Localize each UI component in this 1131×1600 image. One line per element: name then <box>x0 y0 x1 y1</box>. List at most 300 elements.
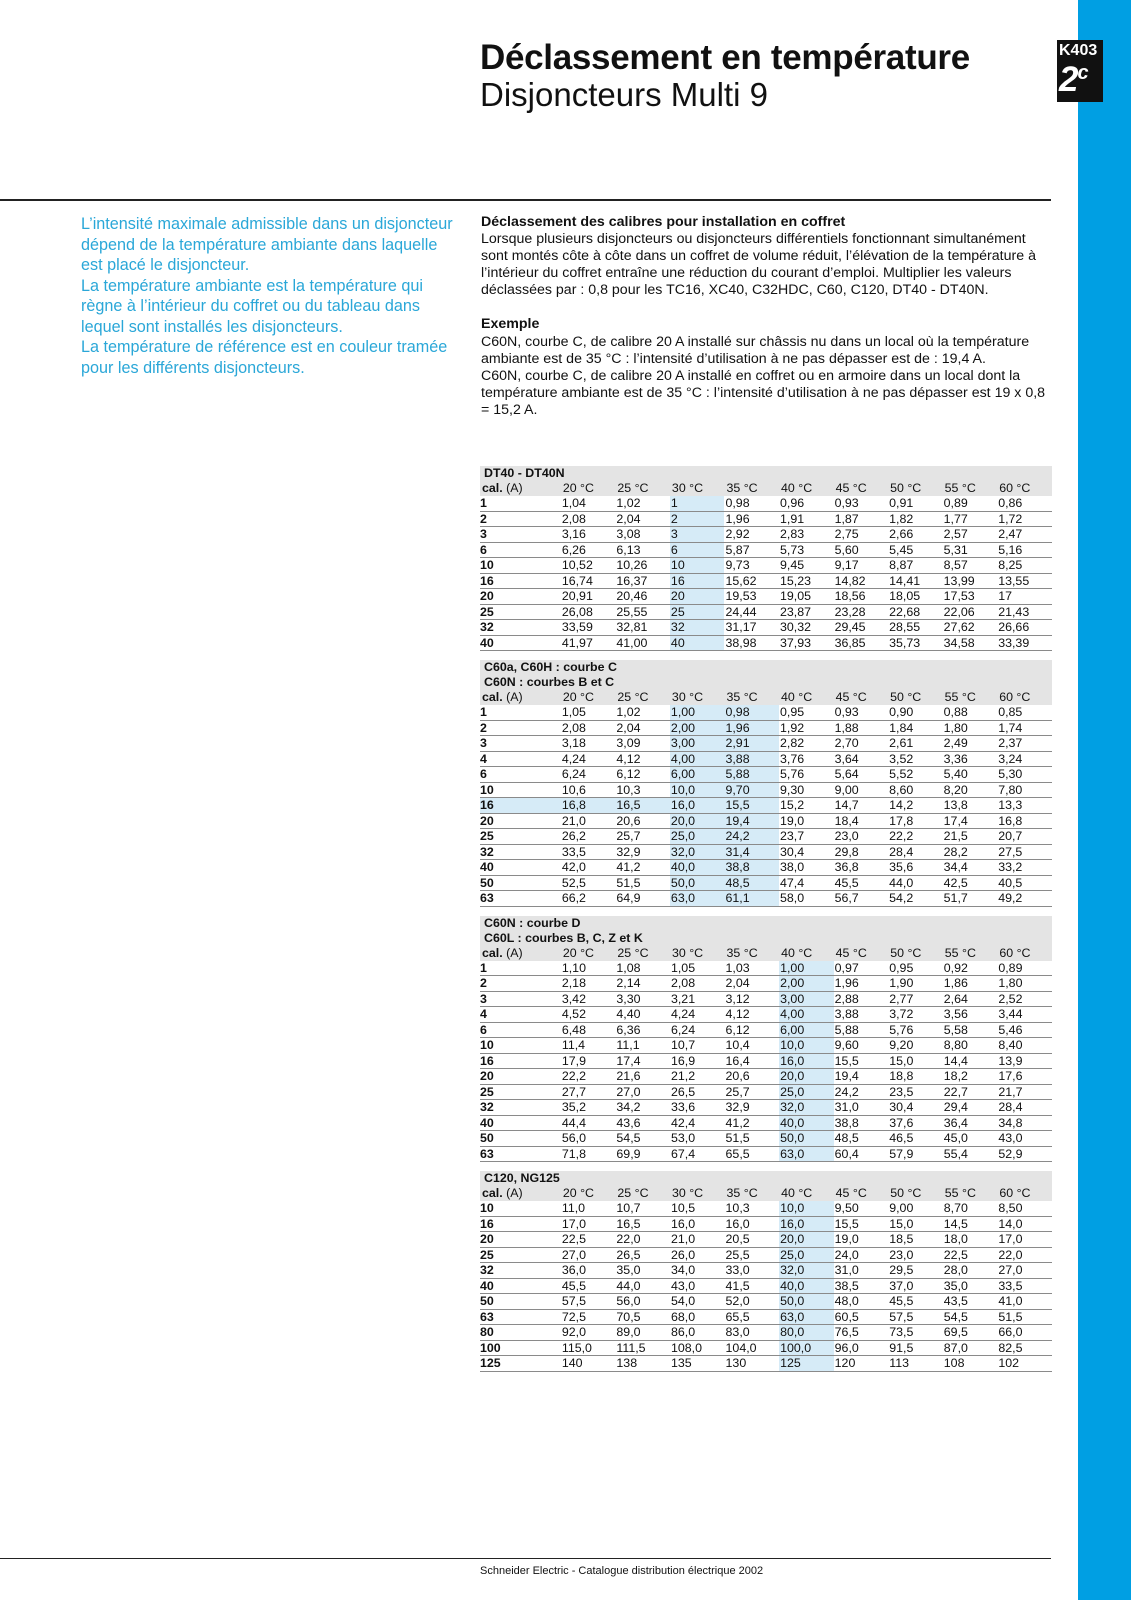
value-cell: 35,73 <box>888 635 943 651</box>
value-cell: 22,2 <box>561 1069 616 1085</box>
value-cell: 5,30 <box>997 767 1052 783</box>
value-cell: 65,5 <box>725 1309 780 1325</box>
value-cell: 23,0 <box>834 829 889 845</box>
calibre-cell: 1 <box>480 705 561 720</box>
value-cell: 9,60 <box>834 1038 889 1054</box>
column-header-temp: 30 °C <box>670 690 725 705</box>
column-header-temp: 40 °C <box>779 1186 834 1201</box>
value-cell: 41,0 <box>997 1294 1052 1310</box>
value-cell: 25,5 <box>725 1247 780 1263</box>
intro-paragraph: La température de référence est en couleur tramée pour les différents disjoncteurs. <box>81 338 448 377</box>
value-cell: 1,05 <box>670 961 725 976</box>
value-cell: 4,24 <box>561 751 616 767</box>
calibre-cell: 10 <box>480 1038 561 1054</box>
page-subtitle: Disjoncteurs Multi 9 <box>480 76 768 113</box>
page-tag <box>1057 40 1103 102</box>
value-cell: 20,6 <box>725 1069 780 1085</box>
derating-table <box>480 1171 1052 1372</box>
page-title: Déclassement en température <box>480 38 970 77</box>
calibre-cell: 40 <box>480 1115 561 1131</box>
value-cell: 1,96 <box>724 511 779 527</box>
value-cell: 0,86 <box>997 496 1052 511</box>
value-cell: 15,0 <box>888 1216 943 1232</box>
value-cell: 5,76 <box>888 1022 943 1038</box>
value-cell: 2,91 <box>724 736 779 752</box>
value-cell: 16,4 <box>725 1053 780 1069</box>
value-cell: 32,81 <box>615 620 670 636</box>
value-cell: 26,66 <box>997 620 1052 636</box>
value-cell: 29,4 <box>943 1100 998 1116</box>
value-cell: 20,5 <box>725 1232 780 1248</box>
value-cell: 113 <box>888 1356 943 1372</box>
value-cell: 23,7 <box>779 829 834 845</box>
value-cell: 1,96 <box>724 720 779 736</box>
table-row <box>480 1146 1052 1162</box>
value-cell: 45,5 <box>561 1278 616 1294</box>
value-cell: 42,5 <box>943 875 998 891</box>
value-cell: 32,0 <box>779 1263 834 1279</box>
derating-table-block <box>480 916 1052 1163</box>
value-cell: 9,70 <box>724 782 779 798</box>
value-cell: 13,99 <box>943 573 998 589</box>
value-cell: 65,5 <box>725 1146 780 1162</box>
value-cell: 1,92 <box>779 720 834 736</box>
value-cell: 40,5 <box>997 875 1052 891</box>
calibre-cell: 16 <box>480 798 561 814</box>
value-cell: 4,12 <box>725 1007 780 1023</box>
value-cell: 4,52 <box>561 1007 616 1023</box>
derating-table-block <box>480 660 1052 907</box>
value-cell: 13,8 <box>943 798 998 814</box>
value-cell: 92,0 <box>561 1325 616 1341</box>
calibre-cell: 100 <box>480 1340 561 1356</box>
value-cell: 10,0 <box>779 1201 834 1216</box>
value-cell: 53,0 <box>670 1131 725 1147</box>
value-cell: 104,0 <box>725 1340 780 1356</box>
calibre-cell: 63 <box>480 891 561 907</box>
value-cell: 38,0 <box>779 860 834 876</box>
value-cell: 10,3 <box>725 1201 780 1216</box>
value-cell: 42,4 <box>670 1115 725 1131</box>
value-cell: 40 <box>670 635 725 651</box>
table-row <box>480 635 1052 651</box>
calibre-cell: 32 <box>480 620 561 636</box>
value-cell: 22,5 <box>943 1247 998 1263</box>
value-cell: 5,87 <box>724 542 779 558</box>
value-cell: 25,7 <box>725 1084 780 1100</box>
value-cell: 54,5 <box>615 1131 670 1147</box>
value-cell: 10,3 <box>615 782 670 798</box>
column-header-temp: 25 °C <box>615 946 670 961</box>
value-cell: 24,2 <box>724 829 779 845</box>
column-header-label: cal. <box>482 1186 503 1200</box>
value-cell: 5,76 <box>779 767 834 783</box>
value-cell: 34,58 <box>943 635 998 651</box>
table-title: C60L : courbes B, C, Z et K <box>480 931 1052 946</box>
table-row <box>480 511 1052 527</box>
section-number-main: 2 <box>1059 60 1078 99</box>
value-cell: 10,6 <box>561 782 616 798</box>
table-row <box>480 798 1052 814</box>
value-cell: 5,88 <box>834 1022 889 1038</box>
section-paragraph: Lorsque plusieurs disjoncteurs ou disjoncteurs différentiels fonctionnant simultanément sont montés côte à côte dans un coffret de volume réduit, l’élévation de la température à l’intérieur du coffret entraîne une réduction du courant d’emploi. Multiplier les valeurs déclassées par : 0,8 pour les TC16, XC40, C32HDC, C60, C120, DT40 - DT40N. <box>481 231 1036 299</box>
calibre-cell: 1 <box>480 496 561 511</box>
value-cell: 11,4 <box>561 1038 616 1054</box>
column-header-temp: 50 °C <box>888 1186 943 1201</box>
value-cell: 9,45 <box>779 558 834 574</box>
value-cell: 28,55 <box>888 620 943 636</box>
value-cell: 20,0 <box>779 1069 834 1085</box>
value-cell: 22,2 <box>888 829 943 845</box>
table-row <box>480 991 1052 1007</box>
section-number <box>1059 60 1088 100</box>
value-cell: 25,0 <box>779 1084 834 1100</box>
value-cell: 20 <box>670 589 725 605</box>
value-cell: 41,2 <box>725 1115 780 1131</box>
table-row <box>480 604 1052 620</box>
value-cell: 31,17 <box>724 620 779 636</box>
value-cell: 86,0 <box>670 1325 725 1341</box>
column-header-temp: 20 °C <box>561 481 616 496</box>
table-row <box>480 1340 1052 1356</box>
value-cell: 3,30 <box>615 991 670 1007</box>
table-row <box>480 1232 1052 1248</box>
value-cell: 10,5 <box>670 1201 725 1216</box>
value-cell: 29,45 <box>834 620 889 636</box>
value-cell: 43,0 <box>670 1278 725 1294</box>
value-cell: 15,23 <box>779 573 834 589</box>
value-cell: 57,5 <box>888 1309 943 1325</box>
value-cell: 28,4 <box>888 844 943 860</box>
value-cell: 44,0 <box>615 1278 670 1294</box>
value-cell: 2,18 <box>561 976 616 992</box>
column-header-temp: 35 °C <box>725 946 780 961</box>
value-cell: 27,7 <box>561 1084 616 1100</box>
value-cell: 3,64 <box>834 751 889 767</box>
value-cell: 2,70 <box>834 736 889 752</box>
table-row <box>480 720 1052 736</box>
value-cell: 19,0 <box>834 1232 889 1248</box>
value-cell: 87,0 <box>943 1340 998 1356</box>
value-cell: 17,8 <box>888 813 943 829</box>
value-cell: 14,0 <box>997 1216 1052 1232</box>
top-divider <box>0 199 1051 201</box>
value-cell: 1,86 <box>943 976 998 992</box>
value-cell: 45,5 <box>888 1294 943 1310</box>
value-cell: 8,20 <box>943 782 998 798</box>
value-cell: 3,88 <box>834 1007 889 1023</box>
column-header-unit: (A) <box>502 945 523 960</box>
calibre-cell: 63 <box>480 1309 561 1325</box>
value-cell: 8,60 <box>888 782 943 798</box>
value-cell: 0,92 <box>943 961 998 976</box>
value-cell: 41,5 <box>725 1278 780 1294</box>
value-cell: 1,90 <box>888 976 943 992</box>
value-cell: 2,37 <box>997 736 1052 752</box>
value-cell: 15,5 <box>834 1216 889 1232</box>
value-cell: 3,09 <box>615 736 670 752</box>
value-cell: 0,90 <box>888 705 943 720</box>
value-cell: 111,5 <box>615 1340 670 1356</box>
value-cell: 28,0 <box>943 1263 998 1279</box>
value-cell: 1,00 <box>779 961 834 976</box>
value-cell: 30,4 <box>888 1100 943 1116</box>
calibre-cell: 20 <box>480 1232 561 1248</box>
table-row <box>480 751 1052 767</box>
column-header-temp: 45 °C <box>834 1186 889 1201</box>
value-cell: 0,95 <box>779 705 834 720</box>
example-paragraph: C60N, courbe C, de calibre 20 A installé sur châssis nu dans un local où la température ambiante est de 35 °C : l’intensité d’utilisation à ne pas dépasser est de : 19,4 A. <box>481 333 1030 367</box>
value-cell: 5,73 <box>779 542 834 558</box>
table-row <box>480 1022 1052 1038</box>
page-code: K403 <box>1059 42 1098 59</box>
value-cell: 8,40 <box>997 1038 1052 1054</box>
table-title: DT40 - DT40N <box>480 466 1052 481</box>
value-cell: 2,82 <box>779 736 834 752</box>
value-cell: 24,0 <box>834 1247 889 1263</box>
value-cell: 3,24 <box>997 751 1052 767</box>
value-cell: 38,98 <box>724 635 779 651</box>
calibre-cell: 50 <box>480 1131 561 1147</box>
value-cell: 50,0 <box>779 1131 834 1147</box>
value-cell: 0,98 <box>724 496 779 511</box>
value-cell: 56,7 <box>834 891 889 907</box>
value-cell: 17,6 <box>997 1069 1052 1085</box>
value-cell: 17,4 <box>615 1053 670 1069</box>
value-cell: 28,2 <box>943 844 998 860</box>
column-header-calibre <box>480 481 561 496</box>
value-cell: 69,9 <box>615 1146 670 1162</box>
value-cell: 22,0 <box>997 1247 1052 1263</box>
calibre-cell: 40 <box>480 860 561 876</box>
value-cell: 2,61 <box>888 736 943 752</box>
value-cell: 38,8 <box>834 1115 889 1131</box>
value-cell: 1,02 <box>615 496 670 511</box>
value-cell: 3,76 <box>779 751 834 767</box>
value-cell: 1,82 <box>888 511 943 527</box>
column-header-temp: 35 °C <box>724 690 779 705</box>
calibre-cell: 80 <box>480 1325 561 1341</box>
value-cell: 17,4 <box>943 813 998 829</box>
intro-paragraph: La température ambiante est la température qui règne à l’intérieur du coffret ou du tableau dans lequel sont installés les disjoncteurs. <box>81 276 423 336</box>
value-cell: 50,0 <box>670 875 725 891</box>
intro-text <box>81 214 461 378</box>
value-cell: 41,2 <box>615 860 670 876</box>
derating-tables <box>480 466 1052 1381</box>
calibre-cell: 50 <box>480 1294 561 1310</box>
table-row <box>480 1115 1052 1131</box>
value-cell: 2,83 <box>779 527 834 543</box>
column-header-temp: 30 °C <box>670 946 725 961</box>
value-cell: 10,26 <box>615 558 670 574</box>
value-cell: 23,0 <box>888 1247 943 1263</box>
value-cell: 1,80 <box>997 976 1052 992</box>
value-cell: 34,0 <box>670 1263 725 1279</box>
derating-table <box>480 466 1052 651</box>
value-cell: 67,4 <box>670 1146 725 1162</box>
value-cell: 100,0 <box>779 1340 834 1356</box>
column-header-temp: 20 °C <box>561 690 616 705</box>
value-cell: 21,0 <box>561 813 616 829</box>
value-cell: 50,0 <box>779 1294 834 1310</box>
value-cell: 57,9 <box>888 1146 943 1162</box>
value-cell: 6,48 <box>561 1022 616 1038</box>
value-cell: 3,16 <box>561 527 616 543</box>
value-cell: 66,0 <box>997 1325 1052 1341</box>
value-cell: 54,2 <box>888 891 943 907</box>
value-cell: 22,06 <box>943 604 998 620</box>
value-cell: 66,2 <box>561 891 616 907</box>
table-title: C60N : courbe D <box>480 916 1052 931</box>
column-header-temp: 20 °C <box>561 1186 616 1201</box>
column-header-unit: (A) <box>502 1186 523 1200</box>
table-title: C60N : courbes B et C <box>480 675 1052 690</box>
column-header-temp: 40 °C <box>779 946 834 961</box>
table-row <box>480 620 1052 636</box>
value-cell: 6,36 <box>615 1022 670 1038</box>
value-cell: 1,00 <box>670 705 725 720</box>
value-cell: 9,20 <box>888 1038 943 1054</box>
value-cell: 20,6 <box>615 813 670 829</box>
column-header-temp: 35 °C <box>725 1186 780 1201</box>
value-cell: 23,5 <box>888 1084 943 1100</box>
table-row <box>480 1216 1052 1232</box>
value-cell: 1,91 <box>779 511 834 527</box>
value-cell: 25 <box>670 604 725 620</box>
value-cell: 14,2 <box>888 798 943 814</box>
value-cell: 3,44 <box>997 1007 1052 1023</box>
section-heading: Déclassement des calibres pour installation en coffret <box>481 214 846 230</box>
value-cell: 83,0 <box>725 1325 780 1341</box>
value-cell: 13,3 <box>997 798 1052 814</box>
value-cell: 3,52 <box>888 751 943 767</box>
value-cell: 19,0 <box>779 813 834 829</box>
value-cell: 8,87 <box>888 558 943 574</box>
value-cell: 40,0 <box>670 860 725 876</box>
calibre-cell: 16 <box>480 1216 561 1232</box>
value-cell: 55,4 <box>943 1146 998 1162</box>
calibre-cell: 2 <box>480 976 561 992</box>
value-cell: 13,9 <box>997 1053 1052 1069</box>
footer-text: Schneider Electric - Catalogue distribution électrique 2002 <box>480 1565 764 1577</box>
column-header-unit: (A) <box>502 690 523 704</box>
value-cell: 11,0 <box>561 1201 616 1216</box>
calibre-cell: 32 <box>480 844 561 860</box>
value-cell: 16,0 <box>779 1216 834 1232</box>
table-row <box>480 573 1052 589</box>
table-row <box>480 844 1052 860</box>
value-cell: 15,2 <box>779 798 834 814</box>
value-cell: 15,0 <box>888 1053 943 1069</box>
value-cell: 10,0 <box>779 1038 834 1054</box>
value-cell: 2,64 <box>943 991 998 1007</box>
value-cell: 2,04 <box>725 976 780 992</box>
value-cell: 22,0 <box>615 1232 670 1248</box>
value-cell: 32,0 <box>670 844 725 860</box>
intro-paragraph: L’intensité maximale admissible dans un disjoncteur dépend de la température ambiante dans laquelle est placé le disjoncteur. <box>81 215 453 274</box>
calibre-cell: 6 <box>480 767 561 783</box>
table-row <box>480 1069 1052 1085</box>
value-cell: 7,80 <box>997 782 1052 798</box>
column-header-temp: 60 °C <box>997 946 1052 961</box>
value-cell: 34,4 <box>943 860 998 876</box>
value-cell: 2,77 <box>888 991 943 1007</box>
value-cell: 1,96 <box>834 976 889 992</box>
column-header-label: cal. <box>482 945 503 960</box>
value-cell: 51,7 <box>943 891 998 907</box>
value-cell: 33,6 <box>670 1100 725 1116</box>
calibre-cell: 6 <box>480 542 561 558</box>
value-cell: 108 <box>943 1356 998 1372</box>
value-cell: 60,5 <box>834 1309 889 1325</box>
value-cell: 48,5 <box>724 875 779 891</box>
bottom-divider <box>0 1558 1051 1559</box>
value-cell: 0,89 <box>997 961 1052 976</box>
value-cell: 2,88 <box>834 991 889 1007</box>
value-cell: 10,0 <box>670 782 725 798</box>
value-cell: 2,08 <box>561 720 616 736</box>
value-cell: 70,5 <box>615 1309 670 1325</box>
calibre-cell: 25 <box>480 604 561 620</box>
value-cell: 17 <box>997 589 1052 605</box>
calibre-cell: 6 <box>480 1022 561 1038</box>
value-cell: 2,47 <box>997 527 1052 543</box>
table-row <box>480 542 1052 558</box>
calibre-cell: 25 <box>480 829 561 845</box>
value-cell: 16,37 <box>615 573 670 589</box>
value-cell: 1,84 <box>888 720 943 736</box>
value-cell: 3,88 <box>724 751 779 767</box>
value-cell: 0,85 <box>997 705 1052 720</box>
value-cell: 9,73 <box>724 558 779 574</box>
table-row <box>480 736 1052 752</box>
value-cell: 45,0 <box>943 1131 998 1147</box>
column-header-temp: 60 °C <box>997 690 1052 705</box>
calibre-cell: 32 <box>480 1263 561 1279</box>
value-cell: 16,8 <box>997 813 1052 829</box>
value-cell: 2,49 <box>943 736 998 752</box>
value-cell: 2,00 <box>670 720 725 736</box>
value-cell: 14,82 <box>834 573 889 589</box>
value-cell: 25,0 <box>779 1247 834 1263</box>
table-row <box>480 813 1052 829</box>
value-cell: 14,7 <box>834 798 889 814</box>
table-row <box>480 1325 1052 1341</box>
calibre-cell: 50 <box>480 875 561 891</box>
value-cell: 21,7 <box>997 1084 1052 1100</box>
table-row <box>480 1278 1052 1294</box>
value-cell: 16 <box>670 573 725 589</box>
column-header-temp: 30 °C <box>670 1186 725 1201</box>
value-cell: 9,17 <box>834 558 889 574</box>
table-row <box>480 1201 1052 1216</box>
value-cell: 5,52 <box>888 767 943 783</box>
value-cell: 51,5 <box>615 875 670 891</box>
table-row <box>480 1131 1052 1147</box>
value-cell: 18,05 <box>888 589 943 605</box>
calibre-cell: 10 <box>480 1201 561 1216</box>
value-cell: 16,9 <box>670 1053 725 1069</box>
value-cell: 10,7 <box>615 1201 670 1216</box>
value-cell: 33,0 <box>725 1263 780 1279</box>
value-cell: 0,93 <box>834 705 889 720</box>
calibre-cell: 3 <box>480 527 561 543</box>
value-cell: 54,5 <box>943 1309 998 1325</box>
example-heading: Exemple <box>481 316 540 333</box>
column-header-temp: 45 °C <box>834 946 889 961</box>
value-cell: 42,0 <box>561 860 616 876</box>
value-cell: 3,00 <box>670 736 725 752</box>
